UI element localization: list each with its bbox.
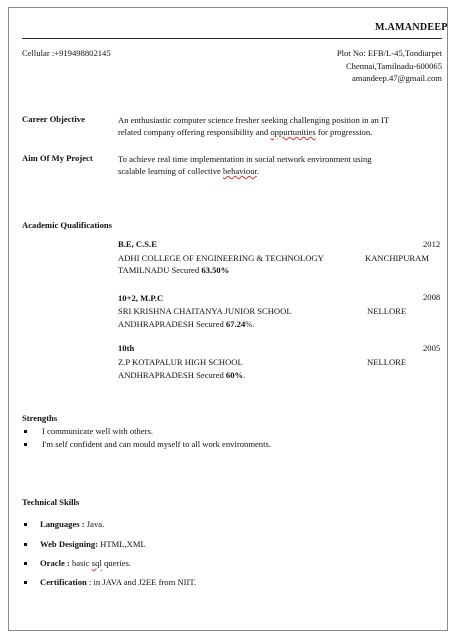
technical-skills-title: Technical Skills [22, 497, 80, 507]
strengths-title: Strengths [22, 413, 58, 423]
score-line: ANDHRAPRADESH Secured 60%. [118, 370, 246, 380]
header-rule [22, 38, 442, 39]
score-line: TAMILNADU Secured 63.50% [118, 265, 230, 275]
career-line-2: related company offering responsibility and oppurtunities for progression. [118, 127, 373, 137]
strength-item: I'm self confident and can mould myself to all work environments. [42, 439, 271, 449]
academic-title: Academic Qualifications [22, 220, 112, 230]
skill-languages: Languages : Java. [40, 519, 105, 529]
aim-line-2: scalable learning of collective behaviour. [118, 166, 260, 176]
bullet-icon [24, 430, 27, 433]
skill-certification: Certification : in JAVA and J2EE from NIIT. [40, 577, 197, 587]
strength-item: I communicate well with others. [42, 426, 153, 436]
bullet-icon [24, 562, 27, 565]
degree: 10th [118, 343, 135, 353]
score-line: ANDHRAPRADESH Secured 67.24%. [118, 319, 255, 329]
bullet-icon [24, 523, 27, 526]
career-line-1: An enthusiastic computer science fresher seeking challenging position in an IT [118, 115, 390, 125]
skill-oracle: Oracle : basic sql queries. [40, 558, 131, 568]
degree: B.E, C.S.E [118, 239, 157, 249]
address-line-1: Plot No: EFB/L-45,Tondiarpet [336, 48, 442, 58]
aim-label: Aim Of My Project [22, 153, 93, 163]
degree: 10+2, M.P.C [118, 293, 164, 303]
cellular-number: Cellular :+919498802145 [22, 48, 111, 58]
bullet-icon [24, 581, 27, 584]
candidate-name: M.AMANDEEP [375, 22, 448, 33]
address-line-2: Chennai,Tamilnadu-600065 [345, 61, 442, 71]
skill-web-designing: Web Designing: HTML,XML [40, 539, 146, 549]
aim-line-1: To achieve real time implementation in social network environment using [118, 154, 372, 164]
year: 2012 [423, 239, 441, 249]
bullet-icon [24, 443, 27, 446]
year: 2008 [423, 292, 441, 302]
school: ADHI COLLEGE OF ENGINEERING & TECHNOLOGY [118, 253, 324, 263]
city: KANCHIPURAM [365, 253, 429, 263]
city: NELLORE [367, 306, 407, 316]
career-objective-label: Career Objective [22, 114, 85, 124]
bullet-icon [24, 543, 27, 546]
career-objective-text [118, 114, 443, 138]
year: 2005 [423, 343, 441, 353]
school: Z.P KOTAPALUR HIGH SCHOOL [118, 357, 243, 367]
email-address: amandeep.47@gmail.com [351, 73, 442, 83]
aim-text [118, 153, 443, 177]
city: NELLORE [367, 357, 407, 367]
school: SRI KRISHNA CHAITANYA JUNIOR SCHOOL [118, 306, 292, 316]
